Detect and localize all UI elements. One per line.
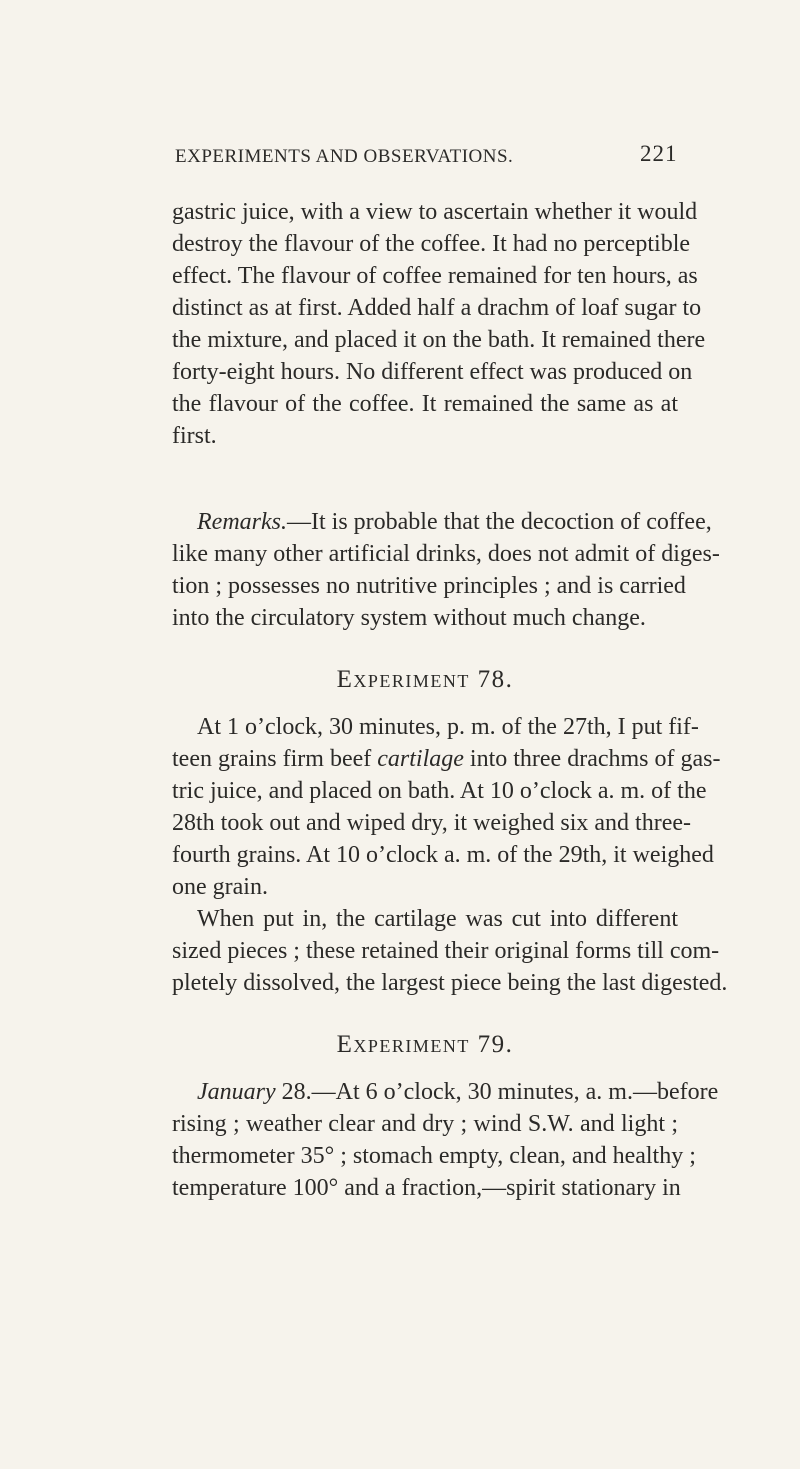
text-line: like many other artificial drinks, does not admit of diges-	[172, 541, 720, 567]
text-line: tion ; possesses no nutritive principles ; and is carried	[172, 573, 686, 599]
text-line: 28th took out and wiped dry, it weighed six and three-	[172, 810, 691, 836]
text-line: January 28.—At 6 o’clock, 30 minutes, a. m.—before	[197, 1079, 719, 1105]
text-line: sized pieces ; these retained their original forms till com-	[172, 938, 720, 964]
text-line: pletely dissolved, the largest piece being the last digested.	[172, 970, 728, 996]
text-line: tric juice, and placed on bath. At 10 o’clock a. m. of the	[172, 778, 707, 804]
text-line: one grain.	[172, 874, 268, 900]
text-line: effect. The flavour of coffee remained for ten hours, as	[172, 263, 698, 289]
text-line: forty-eight hours. No different effect was produced on	[172, 359, 693, 385]
text-line: thermometer 35° ; stomach empty, clean, and healthy ;	[172, 1143, 696, 1169]
text-line: fourth grains. At 10 o’clock a. m. of the 29th, it weighed	[172, 842, 714, 868]
text-line: When put in, the cartilage was cut into different	[197, 906, 678, 932]
running-head: EXPERIMENTS AND OBSERVATIONS.	[175, 146, 514, 167]
text-line: the flavour of the coffee. It remained the same as at	[172, 391, 678, 417]
remarks-first-line	[197, 506, 712, 538]
text-line: first.	[172, 423, 217, 449]
text-line: the mixture, and placed it on the bath. It remained there	[172, 327, 706, 353]
remarks-text: —It is probable that the decoction of coffee,	[286, 509, 712, 535]
date-month: January	[197, 1079, 276, 1105]
text-line: At 1 o’clock, 30 minutes, p. m. of the 27th, I put fif-	[197, 714, 699, 740]
text-line: teen grains firm beef cartilage into three drachms of gas-	[172, 746, 721, 772]
text-line: distinct as at first. Added half a drachm of loaf sugar to	[172, 295, 702, 321]
page-number: 221	[640, 141, 678, 166]
text-line: destroy the flavour of the coffee. It had no perceptible	[172, 231, 691, 257]
text-line: gastric juice, with a view to ascertain whether it would	[172, 199, 698, 225]
text-line: temperature 100° and a fraction,—spirit stationary in	[172, 1175, 681, 1201]
experiment-79-heading: Experiment 79.	[336, 1031, 514, 1058]
experiment-78-heading: Experiment 78.	[336, 666, 514, 693]
cartilage-term: cartilage	[377, 746, 464, 772]
text-line: rising ; weather clear and dry ; wind S.W. and light ;	[172, 1111, 678, 1137]
text-line: into the circulatory system without much change.	[172, 605, 646, 631]
remarks-label: Remarks.	[197, 509, 287, 535]
